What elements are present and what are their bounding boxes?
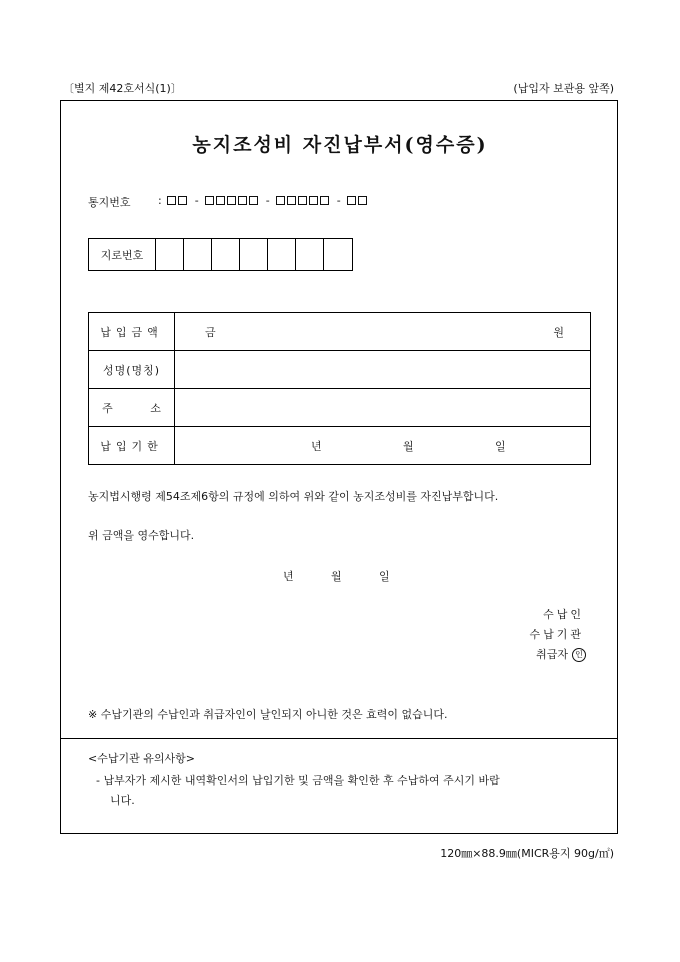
- notice-number-box: [178, 196, 187, 205]
- due-year: 년: [311, 439, 322, 453]
- payment-table: [88, 312, 591, 465]
- due-label-text: 납입기한: [100, 439, 163, 453]
- section-divider: [61, 738, 617, 739]
- giro-number-label: 지로번호: [89, 239, 156, 270]
- notice-number-field: [158, 194, 369, 207]
- notes-line-2: 니다.: [110, 794, 135, 807]
- giro-cell: [184, 239, 212, 270]
- amount-suffix: 원: [553, 325, 564, 339]
- due-cell: [175, 427, 591, 465]
- amount-prefix: 금: [205, 325, 216, 339]
- table-row: [89, 427, 591, 465]
- notice-number-box: [238, 196, 247, 205]
- notice-number-dash: -: [194, 194, 199, 207]
- payment-statement: 농지법시행령 제54조제6항의 규정에 의하여 위와 같이 농지조성비를 자진납부합니다.: [88, 490, 499, 503]
- giro-cell: [296, 239, 324, 270]
- form-frame: [60, 100, 618, 834]
- notice-number-label: 통지번호: [88, 196, 131, 209]
- notice-number-box: [227, 196, 236, 205]
- receipt-date: [283, 568, 427, 584]
- name-label-text: 성명(명칭): [102, 363, 161, 377]
- page-title: 농지조성비 자진납부서(영수증): [192, 134, 488, 156]
- notice-number-box: [276, 196, 285, 205]
- due-month: 월: [403, 439, 414, 453]
- amount-label-text: 납입금액: [100, 325, 163, 339]
- paper-spec: 120㎜×88.9㎜(MICR용지 90g/㎡): [440, 847, 614, 860]
- notice-number-box: [320, 196, 329, 205]
- institution-label: 수납기관: [529, 628, 584, 641]
- giro-cell: [324, 239, 352, 270]
- receipt-day: 일: [379, 570, 390, 583]
- notice-number-boxes: [167, 194, 369, 207]
- notes-title: <수납기관 유의사항>: [88, 752, 195, 765]
- notice-number-separator: :: [158, 194, 162, 207]
- address-label: [89, 389, 175, 427]
- handler-line: [536, 646, 586, 662]
- receiver-label: 수납인: [543, 608, 584, 621]
- giro-cell: [240, 239, 268, 270]
- table-row: [89, 351, 591, 389]
- giro-cells: [156, 239, 352, 270]
- giro-cell: [268, 239, 296, 270]
- address-cell: [175, 389, 591, 427]
- notice-number-box: [358, 196, 367, 205]
- notice-number-box: [298, 196, 307, 205]
- due-label: [89, 427, 175, 465]
- giro-number-field: [88, 238, 353, 271]
- notice-number-dash: -: [336, 194, 341, 207]
- notes-line-1: - 납부자가 제시한 내역확인서의 납입기한 및 금액을 확인한 후 수납하여 주시기 바랍: [96, 774, 500, 787]
- amount-cell: [175, 313, 591, 351]
- notice-number-box: [216, 196, 225, 205]
- warning-note: ※ 수납기관의 수납인과 취급자인이 날인되지 아니한 것은 효력이 없습니다.: [88, 708, 448, 721]
- name-cell: [175, 351, 591, 389]
- form-id: 〔별지 제42호서식(1)〕: [63, 82, 182, 95]
- seal-icon: 인: [572, 648, 586, 662]
- amount-label: [89, 313, 175, 351]
- notice-number-box: [309, 196, 318, 205]
- giro-cell: [156, 239, 184, 270]
- notice-number-box: [287, 196, 296, 205]
- giro-cell: [212, 239, 240, 270]
- copy-note: (납입자 보관용 앞쪽): [513, 82, 614, 95]
- receipt-year: 년: [283, 570, 294, 583]
- name-label: [89, 351, 175, 389]
- handler-label: 취급자: [536, 648, 568, 661]
- notice-number-box: [249, 196, 258, 205]
- due-day: 일: [495, 439, 506, 453]
- receipt-statement: 위 금액을 영수합니다.: [88, 529, 195, 542]
- notice-number-box: [347, 196, 356, 205]
- notice-number-box: [205, 196, 214, 205]
- address-label-text: 주 소: [102, 401, 161, 415]
- table-row: [89, 313, 591, 351]
- receipt-month: 월: [331, 570, 342, 583]
- notice-number-box: [167, 196, 176, 205]
- notice-number-dash: -: [265, 194, 270, 207]
- table-row: [89, 389, 591, 427]
